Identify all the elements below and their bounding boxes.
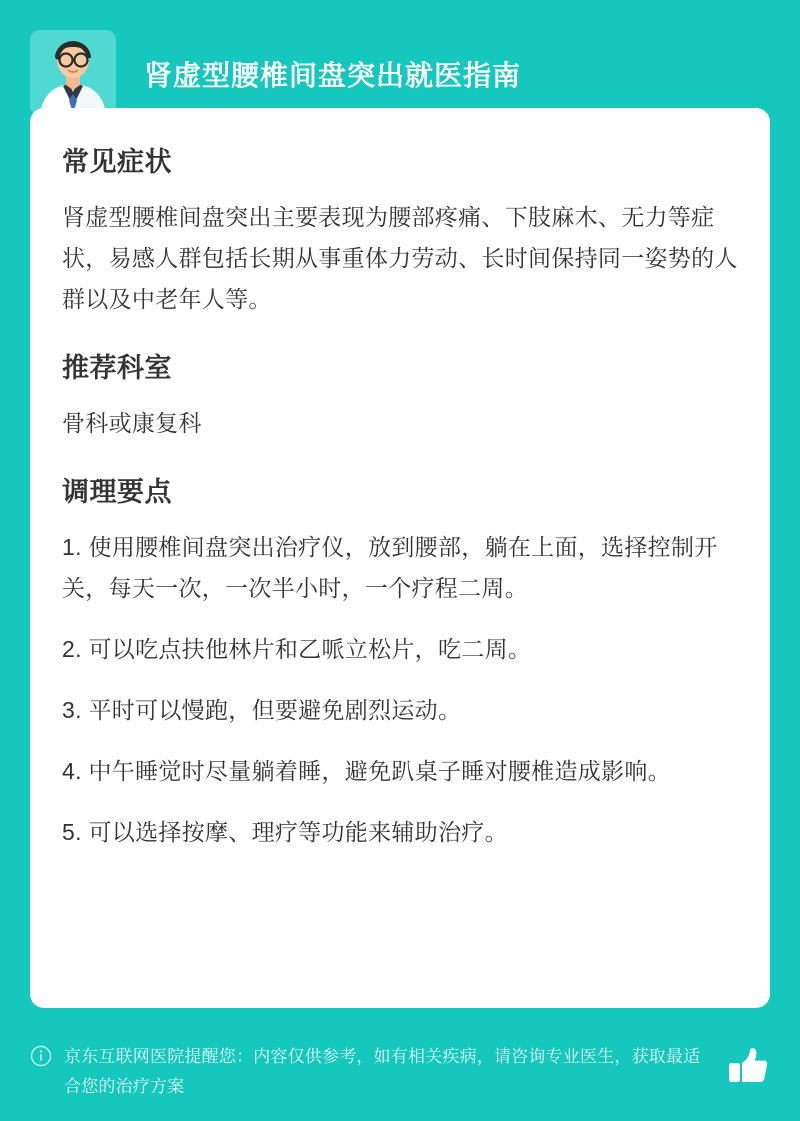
disclaimer-text: 京东互联网医院提醒您：内容仅供参考，如有相关疾病，请咨询专业医生，获取最适合您的治疗方案 — [64, 1047, 701, 1096]
care-step-2: 2. 可以吃点扶他林片和乙哌立松片，吃二周。 — [62, 636, 532, 662]
section-heading-department: 推荐科室 — [62, 353, 172, 383]
page-title: 肾虚型腰椎间盘突出就医指南 — [144, 60, 522, 91]
care-step-3: 3. 平时可以慢跑，但要避免剧烈运动。 — [62, 697, 462, 723]
thumbs-up-icon[interactable] — [726, 1044, 770, 1088]
care-step-5: 5. 可以选择按摩、理疗等功能来辅助治疗。 — [62, 819, 508, 845]
section-heading-symptoms: 常见症状 — [62, 147, 172, 177]
care-step-1: 1. 使用腰椎间盘突出治疗仪，放到腰部，躺在上面，选择控制开关，每天一次，一次半小时，一个疗程二周。 — [62, 534, 718, 601]
footer-disclaimer — [30, 1008, 770, 1121]
care-step-4: 4. 中午睡觉时尽量躺着睡，避免趴桌子睡对腰椎造成影响。 — [62, 758, 671, 784]
page-header — [30, 30, 770, 108]
section-body-department: 骨科或康复科 — [62, 410, 202, 436]
doctor-avatar-icon — [30, 30, 116, 116]
section-body-symptoms: 肾虚型腰椎间盘突出主要表现为腰部疼痛、下肢麻木、无力等症状，易感人群包括长期从事重体力劳动、长时间保持同一姿势的人群以及中老年人等。 — [62, 204, 738, 312]
section-heading-care-points: 调理要点 — [62, 477, 172, 507]
info-circle-icon — [30, 1045, 52, 1067]
content-card — [30, 108, 770, 1008]
